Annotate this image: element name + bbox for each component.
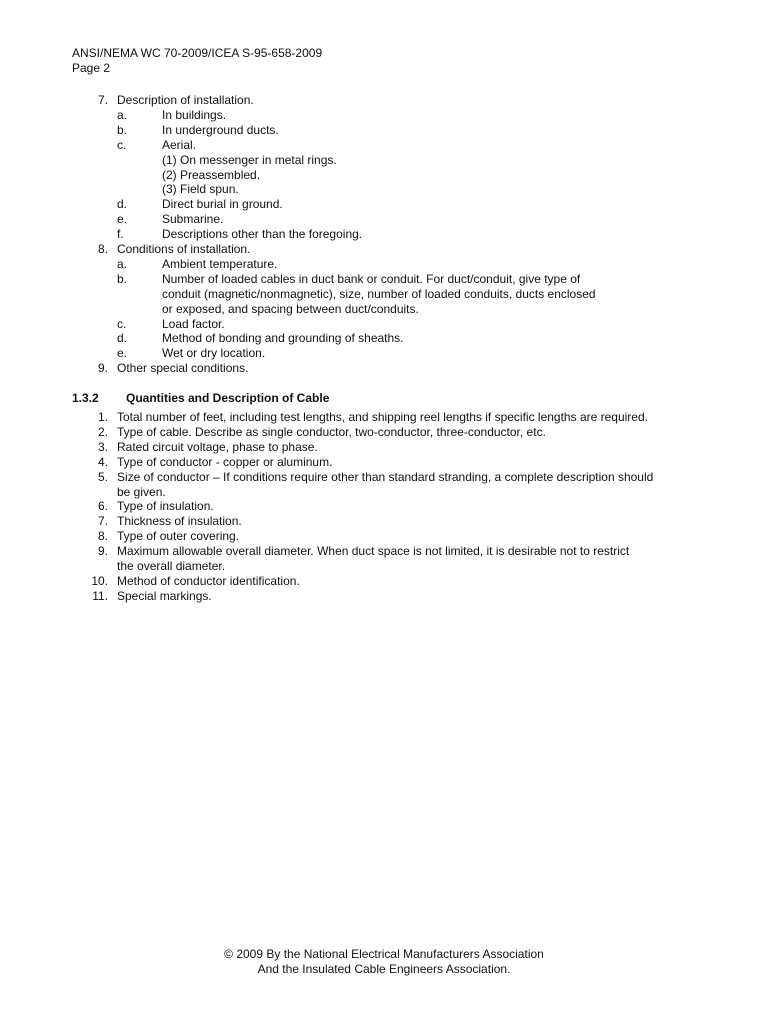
item-number: 8.: [97, 242, 108, 256]
page-header: [72, 46, 322, 76]
item-number: 1.: [97, 410, 108, 424]
sub-item-text: Descriptions other than the foregoing.: [162, 227, 363, 242]
sub-item-letter: a.: [117, 256, 128, 271]
item-number: 5.: [97, 469, 108, 484]
sub-item-letter: b.: [117, 271, 128, 286]
item-number: 7.: [97, 93, 108, 107]
item-number: 6.: [97, 499, 108, 514]
sub-item-text: Load factor.: [162, 316, 225, 331]
item-text: Thickness of insulation.: [117, 514, 242, 529]
item-number: 11.: [92, 588, 108, 603]
item-text: Maximum allowable overall diameter. When duct space is not limited, it is desirable not to restrict: [117, 544, 630, 559]
item-text: Type of insulation.: [117, 499, 214, 514]
item-number: 7.: [97, 514, 108, 529]
sub-item-letter: e.: [117, 346, 128, 361]
item-text: Special markings.: [117, 588, 212, 603]
item-number: 9.: [97, 361, 108, 376]
sub-item-letter: c.: [117, 137, 127, 152]
item-text: Type of conductor - copper or aluminum.: [117, 454, 333, 469]
sub-item-text: (2) Preassembled.: [162, 167, 261, 182]
copyright-line: © 2009 By the National Electrical Manufacturers Association: [224, 947, 544, 961]
sub-item-text: Wet or dry location.: [162, 346, 266, 361]
item-text: Conditions of installation.: [117, 242, 251, 256]
item-text: Type of cable. Describe as single conductor, two-conductor, three-conductor, etc.: [117, 424, 546, 439]
sub-item-text: In buildings.: [162, 107, 227, 122]
item-number: 2.: [97, 424, 108, 439]
sub-item-letter: c.: [117, 316, 127, 331]
sub-item-text: (1) On messenger in metal rings.: [162, 152, 337, 167]
item-text: the overall diameter.: [117, 559, 226, 573]
sub-item-letter: d.: [117, 197, 128, 212]
page-number: Page 2: [72, 61, 111, 75]
sub-item-text: Submarine.: [162, 212, 224, 227]
item-text: Size of conductor – If conditions require other than standard stranding, a complete description should: [117, 469, 654, 484]
sub-item-text: Method of bonding and grounding of sheaths.: [162, 331, 404, 346]
sub-item-text: or exposed, and spacing between duct/conduits.: [162, 301, 419, 316]
item-number: 8.: [97, 529, 108, 544]
standard-designation: ANSI/NEMA WC 70-2009/ICEA S-95-658-2009: [72, 46, 323, 60]
item-text: Rated circuit voltage, phase to phase.: [117, 439, 318, 454]
item-number: 10.: [91, 573, 108, 588]
item-text: Description of installation.: [117, 93, 254, 107]
page-footer: [0, 947, 768, 977]
sub-item-text: conduit (magnetic/nonmagnetic), size, number of loaded conduits, ducts enclosed: [162, 286, 596, 301]
sub-item-text: (3) Field spun.: [162, 182, 239, 197]
copyright-line-2: And the Insulated Cable Engineers Association.: [257, 962, 511, 976]
sub-item-letter: f.: [117, 227, 124, 242]
sub-item-letter: b.: [117, 122, 128, 137]
item-number: 4.: [97, 454, 108, 469]
item-number: 9.: [97, 544, 108, 559]
item-text: Total number of feet, including test lengths, and shipping reel lengths if specific lengths are required.: [117, 410, 648, 424]
section-number: 1.3.2: [72, 391, 99, 405]
sub-item-letter: d.: [117, 331, 128, 346]
item-text: Type of outer covering.: [117, 529, 240, 544]
item-text: Method of conductor identification.: [117, 573, 300, 588]
item-text: be given.: [117, 484, 166, 499]
sub-item-text: In underground ducts.: [162, 122, 279, 137]
section-title: Quantities and Description of Cable: [126, 391, 330, 405]
sub-item-text: Ambient temperature.: [162, 256, 278, 271]
sub-item-letter: a.: [117, 107, 128, 122]
sub-item-text: Number of loaded cables in duct bank or conduit. For duct/conduit, give type of: [162, 271, 581, 286]
sub-item-letter: e.: [117, 212, 128, 227]
item-number: 3.: [97, 439, 108, 454]
item-text: Other special conditions.: [117, 361, 249, 376]
sub-item-text: Aerial.: [162, 137, 197, 152]
sub-item-text: Direct burial in ground.: [162, 197, 283, 212]
